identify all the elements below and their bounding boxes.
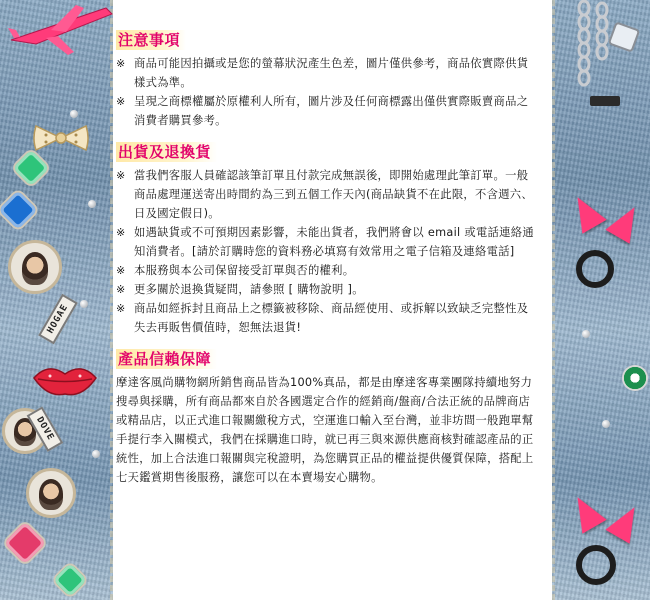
list-item-text: 更多關於退換貨疑問，請參照 [ 購物說明 ]。: [134, 283, 364, 296]
stud-icon: [80, 300, 88, 308]
pink-spike-icon: [565, 490, 606, 533]
stud-icon: [70, 110, 78, 118]
stud-icon: [92, 450, 100, 458]
list-item: [116, 280, 536, 299]
pink-gem-icon: [4, 522, 46, 564]
name-tag-decoration: DOVE: [27, 406, 63, 451]
round-pin-icon: [622, 365, 648, 391]
green-gem-icon: [53, 563, 87, 597]
list-item: [116, 166, 536, 223]
lips-icon: [30, 360, 100, 400]
notice-list: [116, 54, 536, 130]
list-item-text: 呈現之商標權屬於原權利人所有，圖片涉及任何商標露出僅供實際販賣商品之消費者購買參考。: [134, 95, 529, 127]
stud-icon: [88, 200, 96, 208]
stud-icon: [582, 330, 590, 338]
trust-section-title: 產品信賴保障: [116, 349, 217, 369]
shipping-section: [116, 142, 536, 337]
info-content: [116, 30, 536, 499]
notice-section-title: 注意事項: [116, 30, 186, 50]
pink-spike-icon: [605, 200, 646, 243]
reference-mark-icon: ※: [116, 95, 126, 108]
reference-mark-icon: ※: [116, 302, 126, 315]
list-item: [116, 299, 536, 337]
portrait-badge-icon: [26, 468, 76, 518]
reference-mark-icon: ※: [116, 226, 126, 239]
trust-paragraph: 摩達客風尚購物網所銷售商品皆為100%真品，都是由摩達客專業團隊持續地努力搜尋與採購，所有商品都來自於各國選定合作的經銷商/盤商/合法正統的品牌商店或精品店，以正式進口報關繳稅方式，空運進口輸入至台灣，並非坊間一般跑單幫手提行李入關模式，我們在採購進口時，就已再三與來源供應商核對確認產品的正統性，加上合法進口報關與完稅證明，為您購買正品的權益提供優質保障，搭配上七天鑑賞期售後服務，讓您可以在本賣場安心購物。: [116, 376, 534, 484]
portrait-badge-icon: [8, 240, 62, 294]
right-denim-decoration: [552, 0, 650, 600]
reference-mark-icon: ※: [116, 57, 126, 70]
reference-mark-icon: ※: [116, 264, 126, 277]
reference-mark-icon: ※: [116, 169, 126, 182]
airplane-icon: [6, 0, 116, 60]
list-item-text: 如遇缺貨或不可預期因素影響，未能出貨者，我們將會以 email 或電話連絡通知消費者。[請於訂購時您的資料務必填寫有效常用之電子信箱及連絡電話]: [134, 226, 534, 258]
trust-section: [116, 349, 536, 487]
pink-spike-icon: [565, 190, 606, 233]
chain-icon: [572, 0, 642, 130]
blue-gem-icon: [0, 190, 38, 230]
bow-icon: [32, 123, 90, 153]
list-item: [116, 261, 536, 280]
list-item-text: 當我們客服人員確認該筆訂單且付款完成無誤後，即開始處理此筆訂單。一般商品處理運送寄出時間約為三到五個工作天內(商品缺貨不在此限，不含週六、日及國定假日)。: [134, 169, 534, 220]
list-item-text: 本服務與本公司保留接受訂單與否的權利。: [134, 264, 355, 277]
shipping-list: [116, 166, 536, 337]
green-gem-icon: [13, 150, 50, 187]
notice-section: [116, 30, 536, 130]
reference-mark-icon: ※: [116, 283, 126, 296]
left-denim-decoration: [0, 0, 113, 600]
list-item-text: 商品如經拆封且商品上之標籤被移除、商品經使用、或拆解以致缺乏完整性及失去再販售價值時，恕無法退貨!: [134, 302, 529, 334]
stud-icon: [602, 420, 610, 428]
list-item-text: 商品可能因拍攝或是您的螢幕狀況產生色差，圖片僅供參考，商品依實際供貨樣式為準。: [134, 57, 529, 89]
black-ring-icon: [576, 545, 616, 585]
list-item: [116, 92, 536, 130]
name-tag-decoration: HOGAE: [38, 294, 78, 345]
shipping-section-title: 出貨及退換貨: [116, 142, 217, 162]
list-item: [116, 223, 536, 261]
pink-spike-icon: [605, 500, 646, 543]
list-item: [116, 54, 536, 92]
black-ring-icon: [576, 250, 614, 288]
